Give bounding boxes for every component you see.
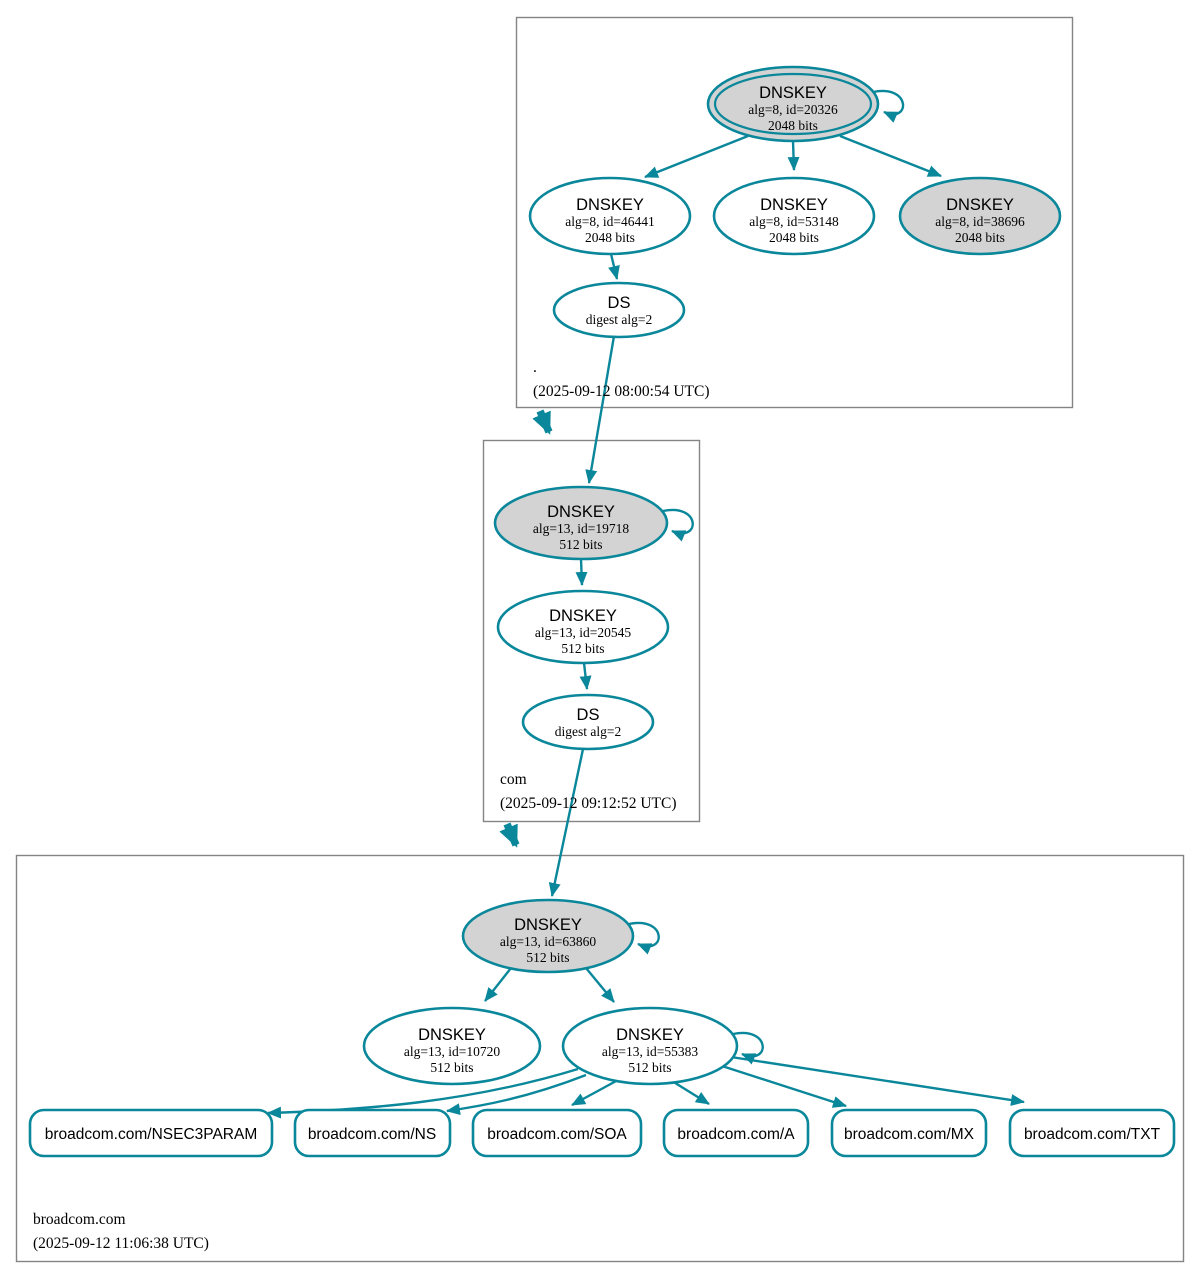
svg-text:512 bits: 512 bits	[628, 1060, 672, 1075]
svg-text:alg=8, id=38696: alg=8, id=38696	[935, 214, 1025, 229]
svg-text:512 bits: 512 bits	[430, 1060, 474, 1075]
rrset-ns	[295, 1110, 450, 1156]
edge-comds-to-broadcom-ksk	[552, 749, 583, 896]
svg-text:DNSKEY: DNSKEY	[759, 84, 827, 102]
node-ds-com	[523, 695, 653, 749]
svg-text:DNSKEY: DNSKEY	[547, 503, 615, 521]
edge-zsk20545-to-ds	[584, 663, 587, 689]
edge-ksk63860-to-zsk10720	[485, 968, 511, 1001]
node-ds-root	[554, 283, 684, 337]
svg-text:2048 bits: 2048 bits	[585, 230, 635, 245]
edge-ksk20326-to-zsk38696	[840, 136, 941, 176]
node-dnskey-20326	[708, 67, 878, 141]
svg-text:DNSKEY: DNSKEY	[946, 196, 1014, 214]
svg-text:512 bits: 512 bits	[526, 950, 570, 965]
delegation-arrow-root-to-com	[540, 411, 549, 432]
svg-text:DNSKEY: DNSKEY	[514, 916, 582, 934]
svg-text:alg=13, id=19718: alg=13, id=19718	[532, 521, 630, 536]
delegation-arrow-com-to-broadcom	[507, 824, 516, 845]
svg-text:DNSKEY: DNSKEY	[418, 1026, 486, 1044]
edge-zsk46441-to-ds	[611, 254, 617, 279]
svg-text:2048 bits: 2048 bits	[769, 230, 819, 245]
node-dnskey-20545	[498, 591, 668, 663]
svg-text:DS: DS	[576, 706, 600, 724]
svg-text:broadcom.com/NSEC3PARAM: broadcom.com/NSEC3PARAM	[44, 1126, 258, 1143]
node-dnskey-19718	[495, 487, 667, 559]
rrset-mx	[832, 1110, 986, 1156]
node-dnskey-55383	[563, 1008, 737, 1084]
node-dnskey-53148	[714, 178, 874, 254]
edge-ksk20326-to-zsk53148	[793, 141, 794, 170]
zone-timestamp-com: (2025-09-12 09:12:52 UTC)	[500, 795, 677, 812]
svg-text:alg=8, id=46441: alg=8, id=46441	[565, 214, 655, 229]
zone-timestamp-broadcom: (2025-09-12 11:06:38 UTC)	[33, 1235, 209, 1252]
svg-text:2048 bits: 2048 bits	[768, 118, 818, 133]
svg-text:DNSKEY: DNSKEY	[760, 196, 828, 214]
edge-ksk63860-to-zsk55383	[586, 968, 614, 1002]
svg-text:digest alg=2: digest alg=2	[585, 312, 653, 327]
svg-text:broadcom.com/A: broadcom.com/A	[677, 1126, 795, 1143]
svg-text:alg=13, id=55383: alg=13, id=55383	[601, 1044, 699, 1059]
edge-ksk20326-to-zsk46441	[645, 136, 748, 177]
edge-ksk19718-to-zsk20545	[581, 559, 582, 585]
svg-text:DNSKEY: DNSKEY	[576, 196, 644, 214]
svg-text:DNSKEY: DNSKEY	[616, 1026, 684, 1044]
svg-text:alg=13, id=10720: alg=13, id=10720	[403, 1044, 501, 1059]
svg-text:512 bits: 512 bits	[559, 537, 603, 552]
rrset-nsec3param	[30, 1110, 272, 1156]
node-dnskey-38696	[900, 178, 1060, 254]
edge-zsk55383-to-txt	[731, 1057, 1024, 1102]
svg-text:DS: DS	[607, 294, 631, 312]
svg-text:digest alg=2: digest alg=2	[554, 724, 622, 739]
node-dnskey-46441	[530, 178, 690, 254]
node-dnskey-10720	[364, 1008, 540, 1084]
rrset-a	[664, 1110, 808, 1156]
zone-label-broadcom: broadcom.com	[33, 1211, 126, 1228]
zone-timestamp-root: (2025-09-12 08:00:54 UTC)	[533, 383, 710, 400]
svg-text:alg=13, id=20545: alg=13, id=20545	[534, 625, 632, 640]
svg-text:alg=13, id=63860: alg=13, id=63860	[499, 934, 597, 949]
svg-text:2048 bits: 2048 bits	[955, 230, 1005, 245]
svg-text:alg=8, id=20326: alg=8, id=20326	[748, 102, 838, 117]
svg-text:broadcom.com/TXT: broadcom.com/TXT	[1023, 1126, 1161, 1143]
edge-rootds-to-com-ksk	[589, 336, 614, 483]
svg-text:DNSKEY: DNSKEY	[549, 607, 617, 625]
rrset-soa	[473, 1110, 641, 1156]
zone-label-com: com	[500, 771, 527, 788]
svg-text:broadcom.com/MX: broadcom.com/MX	[843, 1126, 975, 1143]
svg-text:broadcom.com/SOA: broadcom.com/SOA	[487, 1126, 627, 1143]
rrset-txt	[1010, 1110, 1174, 1156]
zone-label-root: .	[533, 359, 537, 376]
svg-text:alg=8, id=53148: alg=8, id=53148	[749, 214, 839, 229]
node-dnskey-63860	[463, 900, 633, 972]
edge-zsk55383-to-soa	[572, 1080, 618, 1105]
svg-text:512 bits: 512 bits	[561, 641, 605, 656]
svg-text:broadcom.com/NS: broadcom.com/NS	[307, 1126, 437, 1143]
edge-zsk55383-to-a	[672, 1081, 709, 1104]
